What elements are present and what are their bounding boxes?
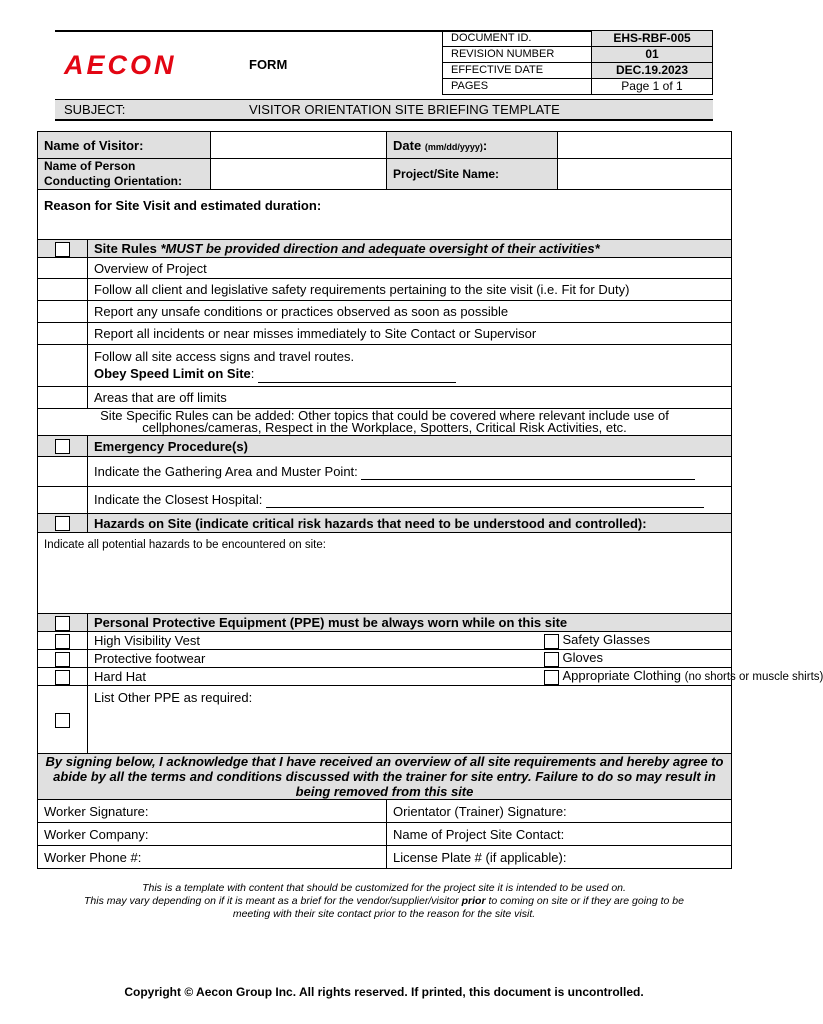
ppe-other-check-cell[interactable] (38, 686, 88, 754)
ppe-item: High Visibility Vest (88, 632, 387, 650)
meta-value: EHS-RBF-005 (592, 31, 713, 47)
worker-phone-field[interactable]: Worker Phone #: (38, 846, 387, 869)
speed-limit-label: Obey Speed Limit on Site (94, 366, 251, 381)
site-rules-checkbox-cell[interactable] (38, 240, 88, 258)
other-ppe-checkbox[interactable] (55, 713, 70, 728)
ppe-item: Hard Hat (88, 668, 387, 686)
meta-value: Page 1 of 1 (592, 79, 713, 95)
ppe-item: Gloves (562, 650, 603, 666)
ppe-item-right (387, 632, 732, 650)
worker-company-field[interactable]: Worker Company: (38, 823, 387, 846)
rule-item: Areas that are off limits (88, 387, 732, 409)
subject-value: VISITOR ORIENTATION SITE BRIEFING TEMPLATE (249, 102, 560, 117)
rule-item-access (88, 345, 732, 387)
person-conducting-line2: Conducting Orientation: (44, 174, 182, 188)
ppe-check-cell[interactable] (38, 668, 88, 686)
date-colon: : (482, 137, 488, 153)
footer-note-line2 (0, 895, 768, 908)
orientator-signature-field[interactable]: Orientator (Trainer) Signature: (387, 800, 732, 823)
clothing-checkbox[interactable] (544, 670, 559, 685)
emergency-check-cell[interactable] (38, 487, 88, 514)
rule-check-cell[interactable] (38, 323, 88, 345)
meta-value: DEC.19.2023 (592, 63, 713, 79)
subject-label: SUBJECT: (64, 102, 126, 117)
rule-item: Report all incidents or near misses immediately to Site Contact or Supervisor (88, 323, 732, 345)
rule-check-cell[interactable] (38, 279, 88, 301)
meta-label: DOCUMENT ID. (443, 31, 592, 47)
closest-hospital-field[interactable] (266, 492, 704, 508)
ppe-check-cell[interactable] (38, 650, 88, 668)
hi-vis-checkbox[interactable] (55, 634, 70, 649)
footer-note-line1: This is a template with content that should be customized for the project site it is intended to be used on. (142, 882, 626, 894)
copyright-notice: Copyright © Aecon Group Inc. All rights reserved. If printed, this document is uncontrolled. (124, 985, 644, 999)
gathering-area-label: Indicate the Gathering Area and Muster Point: (94, 463, 358, 479)
date-label (387, 132, 558, 159)
gathering-area-item (88, 457, 732, 487)
ppe-title: Personal Protective Equipment (PPE) must be always worn while on this site (88, 614, 732, 632)
ppe-item: Safety Glasses (562, 632, 650, 648)
worker-signature-field[interactable]: Worker Signature: (38, 800, 387, 823)
meta-label: PAGES (443, 79, 592, 95)
emergency-checkbox-cell[interactable] (38, 436, 88, 457)
hazards-checkbox-cell[interactable] (38, 514, 88, 533)
license-plate-field[interactable]: License Plate # (if applicable): (387, 846, 732, 869)
ppe-item-right (387, 650, 732, 668)
safety-glasses-checkbox[interactable] (544, 634, 559, 649)
aecon-logo: AECON (64, 50, 177, 80)
rule-check-cell[interactable] (38, 387, 88, 409)
hazards-checkbox[interactable] (55, 516, 70, 531)
site-rules-checkbox[interactable] (55, 242, 70, 257)
speed-limit-field[interactable] (258, 365, 456, 383)
acknowledgement-text: By signing below, I acknowledge that I have received an overview of all site requirements and hereby agree to abide by all the terms and conditions discussed with the trainer for site entry. Failure to do so may result in being removed from this site (38, 754, 732, 800)
footer-note-line2c: to coming on site or if they are going to be (485, 895, 684, 907)
site-rules-title-italic: *MUST be provided direction and adequate oversight of their activities* (160, 241, 600, 256)
subject-bar (55, 99, 713, 121)
closest-hospital-label: Indicate the Closest Hospital: (94, 492, 263, 507)
reason-for-visit[interactable]: Reason for Site Visit and estimated duration: (38, 190, 732, 240)
project-site-name-label: Project/Site Name: (387, 159, 558, 190)
person-conducting-line1: Name of Person (44, 159, 136, 173)
briefing-form (37, 131, 823, 869)
site-rules-title-text: Site Rules (94, 241, 161, 256)
footer-note-prior: prior (461, 895, 486, 907)
meta-label: REVISION NUMBER (443, 47, 592, 63)
ppe-checkbox-cell[interactable] (38, 614, 88, 632)
gloves-checkbox[interactable] (544, 652, 559, 667)
gathering-area-field[interactable] (361, 464, 695, 480)
rule-item: Report any unsafe conditions or practices observed as soon as possible (88, 301, 732, 323)
emergency-title: Emergency Procedure(s) (88, 436, 732, 457)
footer-note-line2a: This may vary depending on if it is meant as a brief for the vendor/supplier/visitor (84, 895, 462, 907)
date-format: (mm/dd/yyyy) (424, 141, 483, 152)
speed-limit-colon: : (250, 366, 255, 381)
ppe-item-right (387, 668, 823, 686)
meta-label: EFFECTIVE DATE (443, 63, 592, 79)
footer-note-line3: meeting with their site contact prior to the reason for the site visit. (232, 908, 536, 920)
rule-item: Follow all client and legislative safety requirements pertaining to the site visit (i.e. Fit for Duty) (88, 279, 732, 301)
date-field[interactable] (558, 132, 732, 159)
rule-item: Overview of Project (88, 258, 732, 279)
ppe-check-cell[interactable] (38, 632, 88, 650)
other-ppe-field[interactable]: List Other PPE as required: (88, 686, 732, 754)
closest-hospital-item (88, 487, 732, 514)
rule-check-cell[interactable] (38, 258, 88, 279)
name-of-visitor-field[interactable] (211, 132, 387, 159)
hard-hat-checkbox[interactable] (55, 670, 70, 685)
rule-check-cell[interactable] (38, 301, 88, 323)
ppe-item: Appropriate Clothing (562, 668, 682, 684)
project-site-name-field[interactable] (558, 159, 732, 190)
person-conducting-label (38, 159, 211, 190)
ppe-item: Protective footwear (88, 650, 387, 668)
meta-value: 01 (592, 47, 713, 63)
ppe-checkbox[interactable] (55, 616, 70, 631)
clothing-note: (no shorts or muscle shirts) (684, 671, 823, 684)
emergency-check-cell[interactable] (38, 457, 88, 487)
document-meta-table (442, 30, 713, 95)
emergency-checkbox[interactable] (55, 439, 70, 454)
hazards-field[interactable]: Indicate all potential hazards to be encountered on site: (38, 533, 732, 614)
site-rules-title (88, 240, 732, 258)
form-label: FORM (249, 57, 288, 72)
date-label-text: Date (393, 137, 422, 153)
site-specific-note: Site Specific Rules can be added: Other topics that could be covered where relevant include use of cellphones/cameras, Respect in the Workplace, Spotters, Critical Risk Activities, etc. (38, 409, 732, 436)
person-conducting-field[interactable] (211, 159, 387, 190)
access-signs-text: Follow all site access signs and travel routes. (94, 349, 355, 364)
hazards-title: Hazards on Site (indicate critical risk hazards that need to be understood and controlled): (88, 514, 732, 533)
rule-check-cell[interactable] (38, 345, 88, 387)
project-contact-field[interactable]: Name of Project Site Contact: (387, 823, 732, 846)
name-of-visitor-label: Name of Visitor: (38, 132, 211, 159)
footwear-checkbox[interactable] (55, 652, 70, 667)
